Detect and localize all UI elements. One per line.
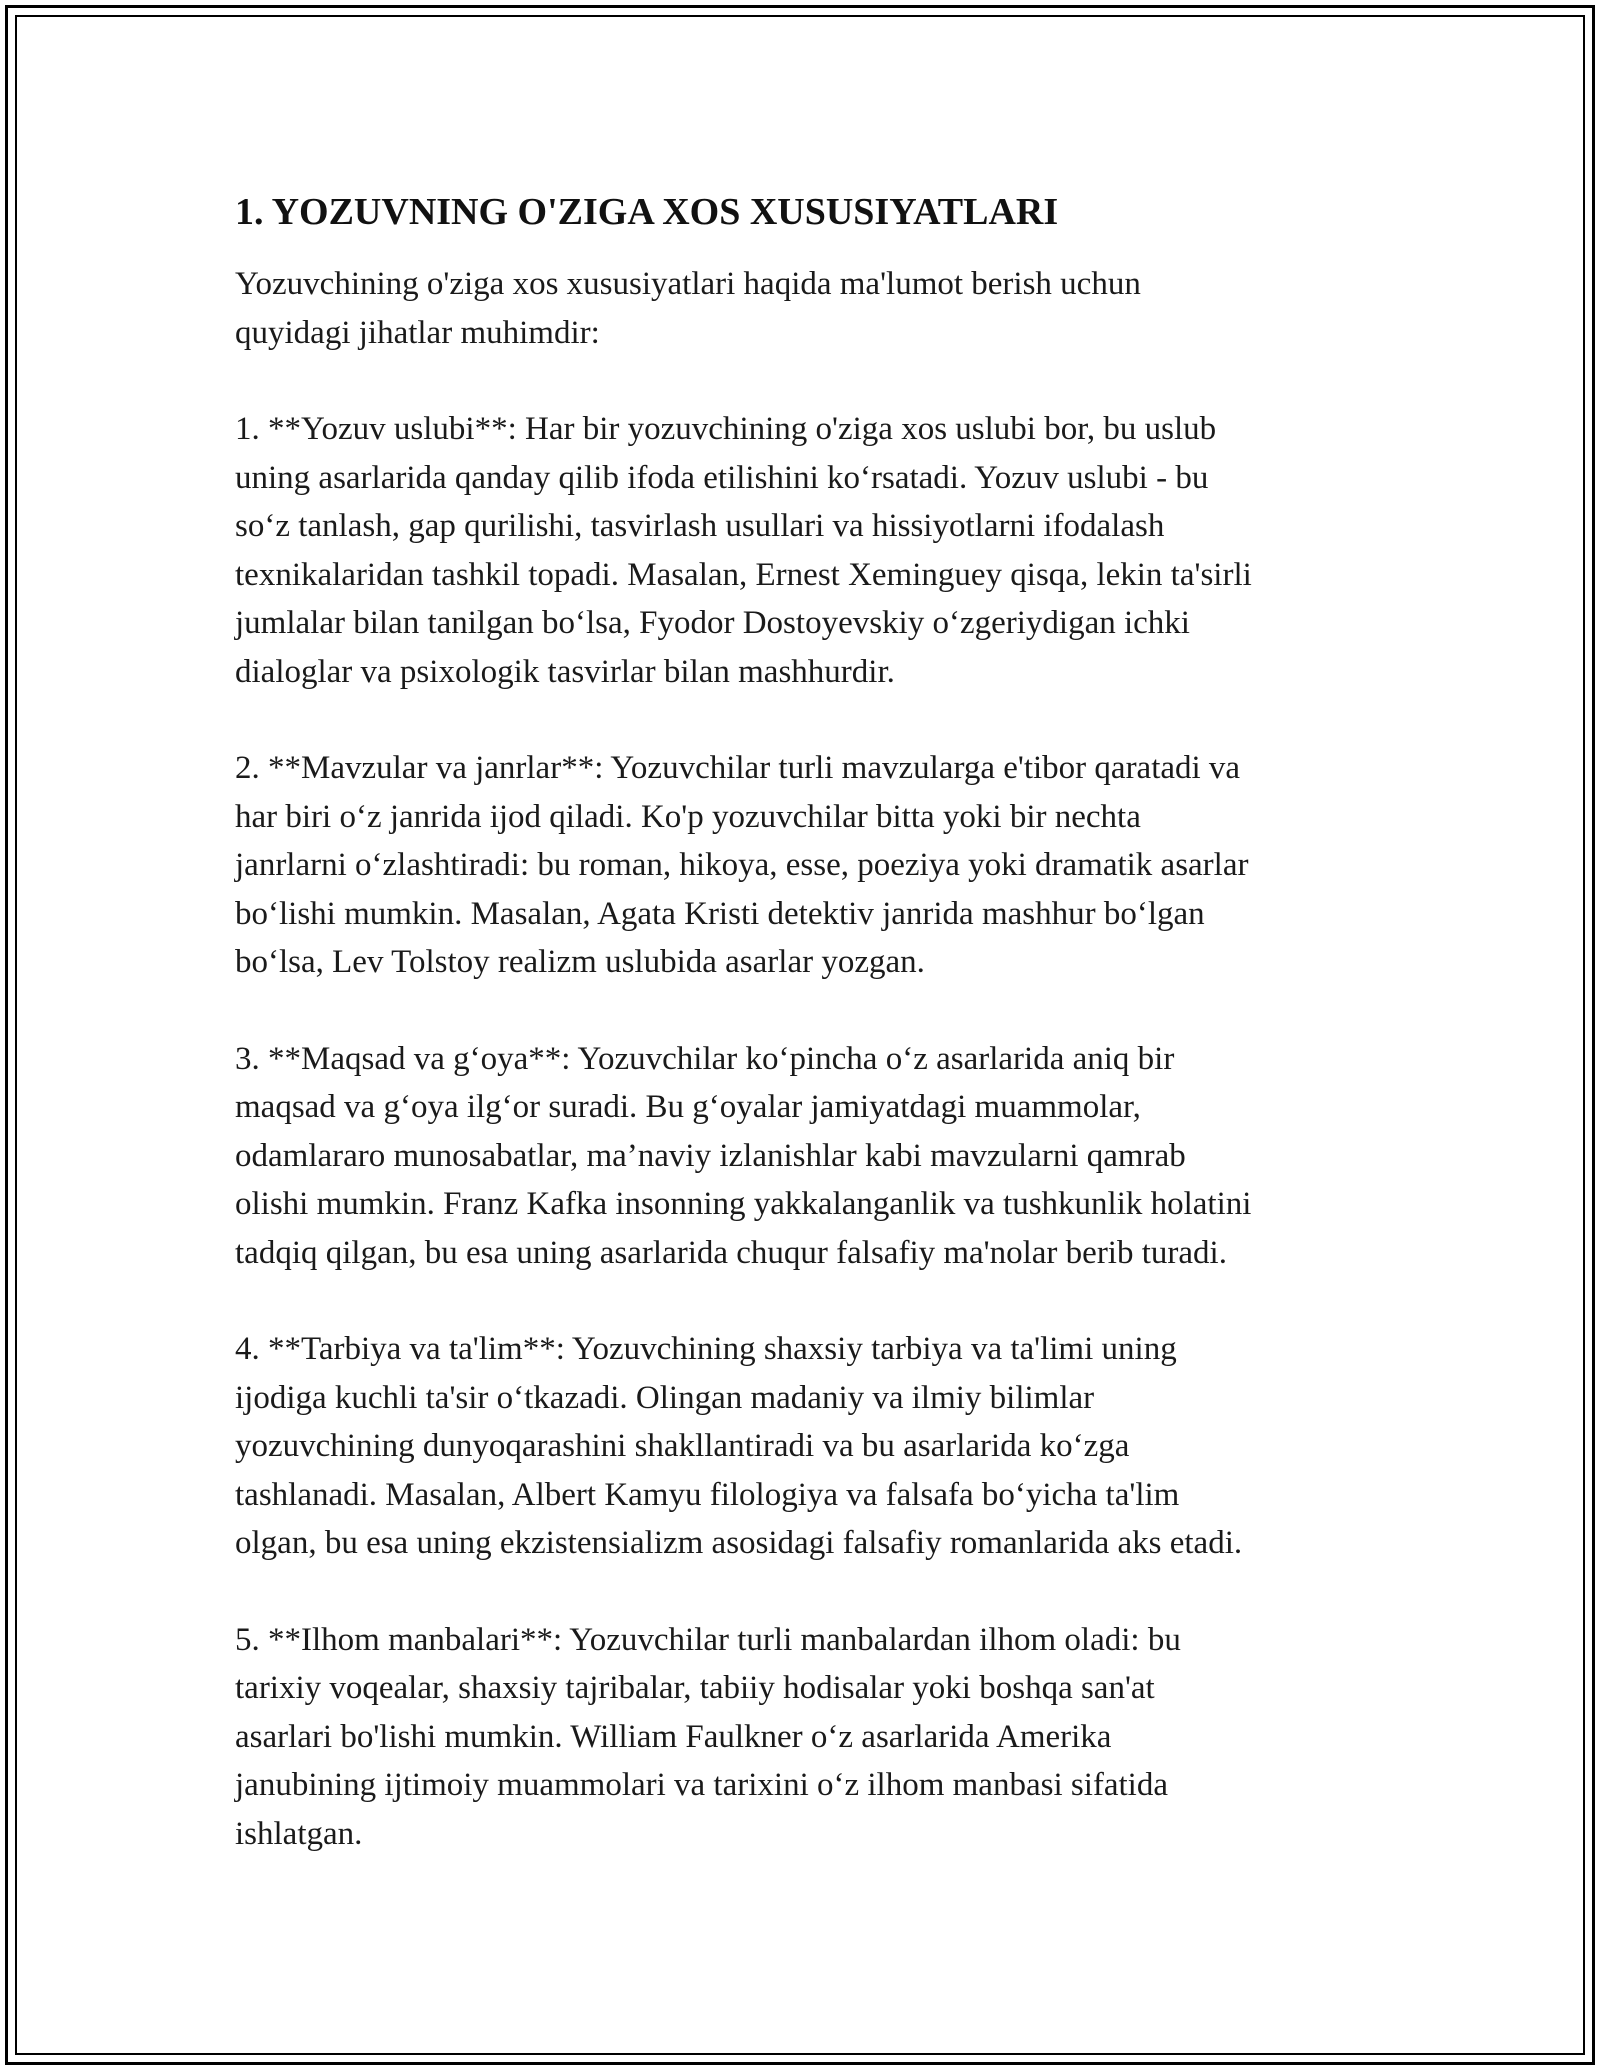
- intro-paragraph: Yozuvchining o'ziga xos xususiyatlari haqida ma'lumot berish uchun quyidagi jihatlar muhimdir:: [235, 266, 1141, 351]
- paragraph-maqsad-va-goya: 3. **Maqsad va g‘oya**: Yozuvchilar ko‘pincha o‘z asarlarida aniq bir maqsad va g‘oya ilg‘or suradi. Bu g‘oyalar jamiyatdagi muammolar, odamlararo munosabatlar, ma’naviy izlanishlar kabi mavzularni qamrab olishi mumkin. Franz Kafka insonning yakkalanganlik va tushkunlik holatini tadqiq qilgan, bu esa uning asarlarida chuqur falsafiy ma'nolar berib turadi.: [235, 1040, 1252, 1271]
- paragraph-ilhom-manbalari: 5. **Ilhom manbalari**: Yozuvchilar turli manbalardan ilhom oladi: bu tarixiy voqealar, shaxsiy tajribalar, tabiiy hodisalar yoki boshqa san'at asarlari bo'lishi mumkin. William Faulkner o‘z asarlarida Amerika janubining ijtimoiy muammolari va tarixini o‘z ilhom manbasi sifatida ishlatgan.: [235, 1621, 1181, 1852]
- document-body: [235, 184, 1375, 1906]
- paragraph-tarbiya-va-talim: 4. **Tarbiya va ta'lim**: Yozuvchining shaxsiy tarbiya va ta'limi uning ijodiga kuchli ta'sir o‘tkazadi. Olingan madaniy va ilmiy bilimlar yozuvchining dunyoqarashini shakllantiradi va bu asarlarida ko‘zga tashlanadi. Masalan, Albert Kamyu filologiya va falsafa bo‘yicha ta'lim olgan, bu esa uning ekzistensializm asosidagi falsafiy romanlarida aks etadi.: [235, 1331, 1243, 1561]
- document-title: 1. YOZUVNING O'ZIGA XOS XUSUSIYATLARI: [235, 191, 1059, 233]
- paragraph-yozuv-uslubi: 1. **Yozuv uslubi**: Har bir yozuvchining o'ziga xos uslubi bor, bu uslub uning asarlarida qanday qilib ifoda etilishini ko‘rsatadi. Yozuv uslubi - bu so‘z tanlash, gap qurilishi, tasvirlash usullari va hissiyotlarni ifodalash texnikalaridan tashkil topadi. Masalan, Ernest Xeminguey qisqa, lekin ta'sirli jumlalar bilan tanilgan bo‘lsa, Fyodor Dostoyevskiy o‘zgeriydigan ichki dialoglar va psixologik tasvirlar bilan mashhurdir.: [235, 411, 1252, 690]
- paragraph-mavzular-va-janrlar: 2. **Mavzular va janrlar**: Yozuvchilar turli mavzularga e'tibor qaratadi va har biri o‘z janrida ijod qiladi. Ko'p yozuvchilar bitta yoki bir nechta janrlarni o‘zlashtiradi: bu roman, hikoya, esse, poeziya yoki dramatik asarlar bo‘lishi mumkin. Masalan, Agata Kristi detektiv janrida mashhur bo‘lgan bo‘lsa, Lev Tolstoy realizm uslubida asarlar yozgan.: [235, 750, 1249, 980]
